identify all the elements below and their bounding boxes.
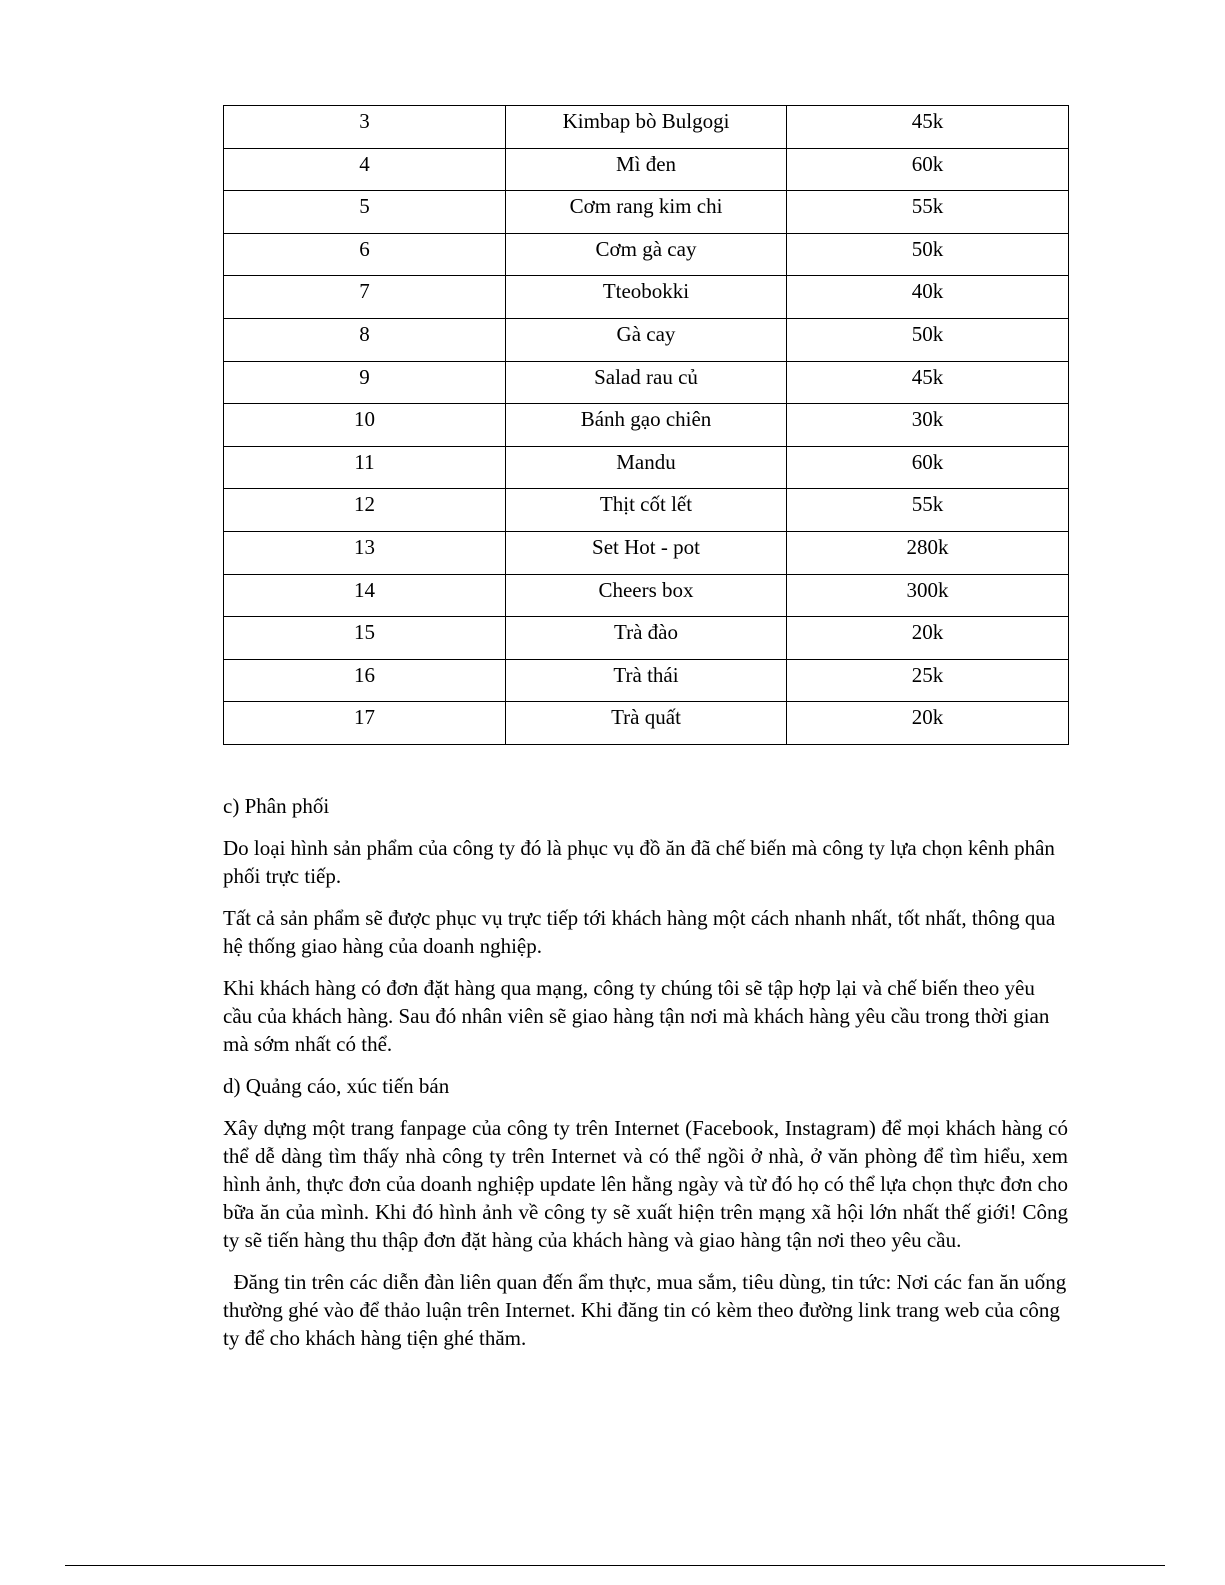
distribution-heading: c) Phân phối [223,793,330,818]
dish-name-cell: Tteobokki [506,276,787,319]
price-cell: 55k [787,191,1069,234]
table-row [224,276,1069,319]
table-row [224,531,1069,574]
distribution-paragraph-3: Khi khách hàng có đơn đặt hàng qua mạng, công ty chúng tôi sẽ tập hợp lại và chế biến theo yêu cầu của khách hàng. Sau đó nhân viên sẽ giao hàng tận nơi mà khách hàng yêu cầu trong thời gian mà sớm nhất có thể. [223,975,1050,1056]
table-row [224,659,1069,702]
dish-name-cell: Cơm gà cay [506,233,787,276]
dish-name-cell: Gà cay [506,318,787,361]
dish-name-cell: Trà đào [506,617,787,660]
dish-name-cell: Trà thái [506,659,787,702]
dish-name-cell: Mandu [506,446,787,489]
row-number-cell: 9 [224,361,506,404]
price-cell: 40k [787,276,1069,319]
price-cell: 50k [787,318,1069,361]
row-number-cell: 7 [224,276,506,319]
row-number-cell: 5 [224,191,506,234]
advertising-paragraph-2: Đăng tin trên các diễn đàn liên quan đến ẩm thực, mua sắm, tiêu dùng, tin tức: Nơi các fan ăn uống thường ghé vào để thảo luận trên Internet. Khi đăng tin có kèm theo đường link trang web của công ty để cho khách hàng tiện ghé thăm. [223,1269,1072,1350]
dish-name-cell: Salad rau củ [506,361,787,404]
row-number-cell: 17 [224,702,506,745]
price-cell: 300k [787,574,1069,617]
table-row [224,148,1069,191]
price-cell: 30k [787,404,1069,447]
row-number-cell: 3 [224,106,506,149]
table-row [224,446,1069,489]
document-page [223,105,1072,1352]
row-number-cell: 4 [224,148,506,191]
menu-price-table [223,105,1069,745]
table-row [224,361,1069,404]
distribution-paragraph-2: Tất cả sản phẩm sẽ được phục vụ trực tiếp tới khách hàng một cách nhanh nhất, tốt nhất, thông qua hệ thống giao hàng của doanh nghiệp. [223,905,1056,958]
price-cell: 280k [787,531,1069,574]
price-cell: 45k [787,361,1069,404]
row-number-cell: 10 [224,404,506,447]
price-cell: 45k [787,106,1069,149]
table-row [224,318,1069,361]
table-row [224,106,1069,149]
page-bottom-rule [65,1565,1165,1566]
dish-name-cell: Kimbap bò Bulgogi [506,106,787,149]
price-cell: 55k [787,489,1069,532]
row-number-cell: 15 [224,617,506,660]
price-cell: 20k [787,702,1069,745]
dish-name-cell: Bánh gạo chiên [506,404,787,447]
dish-name-cell: Thịt cốt lết [506,489,787,532]
dish-name-cell: Set Hot - pot [506,531,787,574]
dish-name-cell: Cheers box [506,574,787,617]
table-row [224,404,1069,447]
dish-name-cell: Cơm rang kim chi [506,191,787,234]
advertising-heading: d) Quảng cáo, xúc tiến bán [223,1073,450,1098]
table-row [224,574,1069,617]
distribution-paragraph-1: Do loại hình sản phẩm của công ty đó là phục vụ đồ ăn đã chế biến mà công ty lựa chọn kênh phân phối trực tiếp. [223,835,1055,888]
table-row [224,617,1069,660]
advertising-paragraph-1: Xây dựng một trang fanpage của công ty trên Internet (Facebook, Instagram) để mọi khách hàng có thể dễ dàng tìm thấy nhà công ty trên Internet và có thể ngồi ở nhà, ở văn phòng để tìm hiểu, xem hình ảnh, thực đơn của doanh nghiệp update lên hằng ngày và từ đó họ có thể lựa chọn thực đơn cho bữa ăn của mình. Khi đó hình ảnh về công ty sẽ xuất hiện trên mạng xã hội lớn nhất thế giới! Công ty sẽ tiến hàng thu thập đơn đặt hàng của khách hàng và giao hàng tận nơi theo yêu cầu. [223,1115,1068,1252]
dish-name-cell: Trà quất [506,702,787,745]
table-row [224,191,1069,234]
price-cell: 50k [787,233,1069,276]
price-cell: 25k [787,659,1069,702]
row-number-cell: 6 [224,233,506,276]
menu-table-body [224,106,1069,745]
row-number-cell: 13 [224,531,506,574]
table-row [224,489,1069,532]
row-number-cell: 14 [224,574,506,617]
price-cell: 60k [787,446,1069,489]
row-number-cell: 16 [224,659,506,702]
row-number-cell: 8 [224,318,506,361]
row-number-cell: 11 [224,446,506,489]
table-row [224,233,1069,276]
price-cell: 60k [787,148,1069,191]
dish-name-cell: Mì đen [506,148,787,191]
table-row [224,702,1069,745]
price-cell: 20k [787,617,1069,660]
row-number-cell: 12 [224,489,506,532]
